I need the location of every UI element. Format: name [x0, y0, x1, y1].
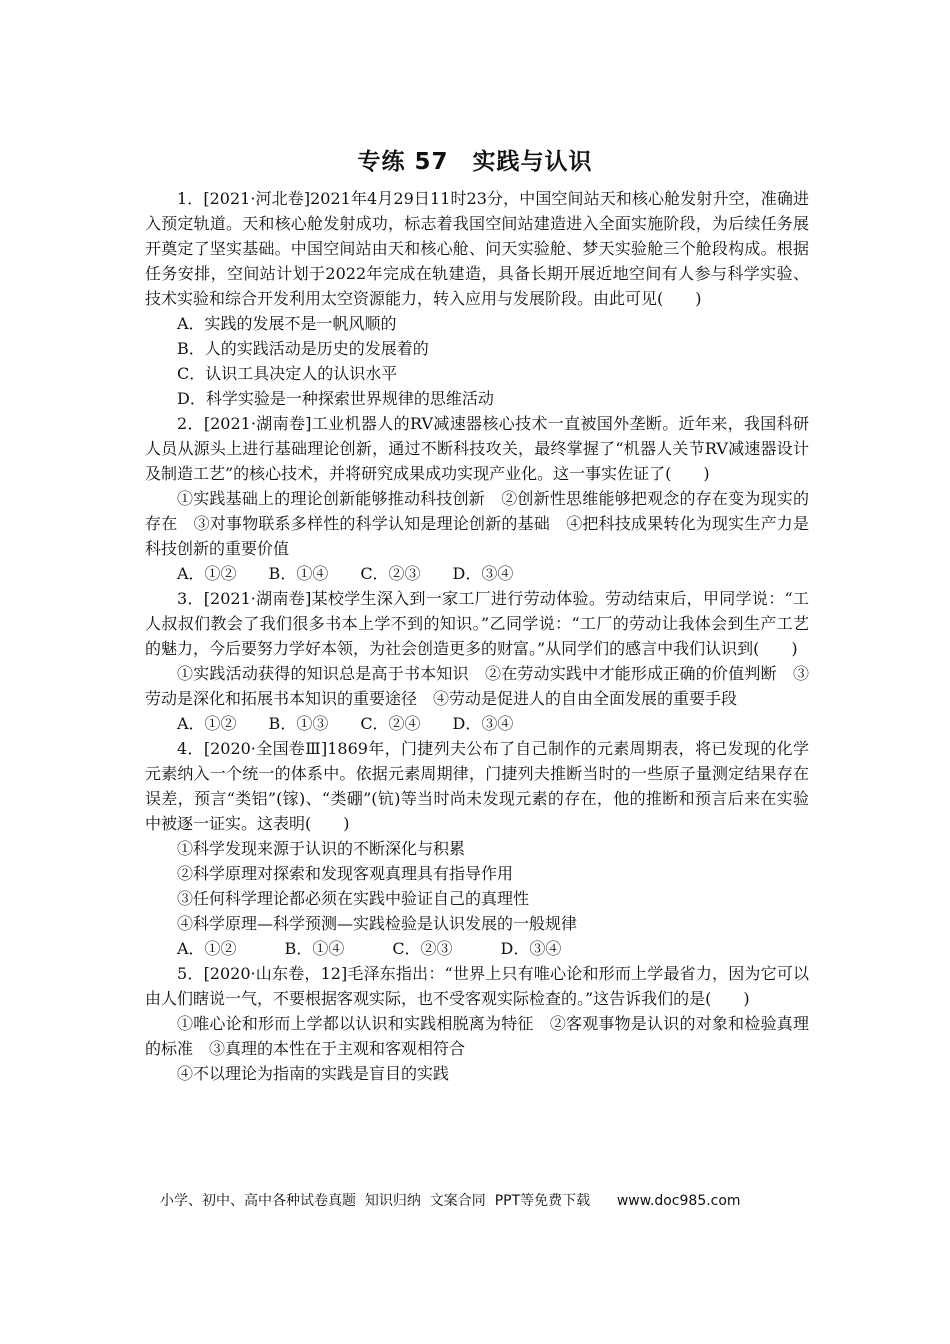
question-list [145, 186, 809, 1086]
question-4-statement-3: ③任何科学理论都必须在实践中验证自己的真理性 [177, 889, 530, 908]
question-4-statement-2: ②科学原理对探索和发现客观真理具有指导作用 [177, 864, 514, 883]
question-5-stem: 5．[2020·山东卷，12]毛泽东指出：“世界上只有唯心论和形而上学最省力，因为它可以由人们瞎说一气，不要根据客观实际，也不受客观实际检查的。”这告诉我们的是( ) [145, 964, 809, 1008]
question-1-option-a: A．实践的发展不是一帆风顺的 [177, 314, 397, 333]
question-1-option-d: D．科学实验是一种探索世界规律的思维活动 [177, 389, 494, 408]
question-1-stem: 1．[2021·河北卷]2021年4月29日11时23分，中国空间站天和核心舱发射升空，准确进入预定轨道。天和核心舱发射成功，标志着我国空间站建造进入全面实施阶段，为后续任务展开奠定了坚实基础。中国空间站由天和核心舱、问天实验舱、梦天实验舱三个舱段构成。根据任务安排，空间站计划于2022年完成在轨建造，具备长期开展近地空间有人参与科学实验、技术实验和综合开发利用太空资源能力，转入应用与发展阶段。由此可见( ) [145, 189, 809, 308]
question-4-statement-4: ④科学原理—科学预测—实践检验是认识发展的一般规律 [177, 914, 578, 933]
question-4-statement-1: ①科学发现来源于认识的不断深化与积累 [177, 839, 466, 858]
question-4-stem: 4．[2020·全国卷Ⅲ]1869年，门捷列夫公布了自己制作的元素周期表，将已发现的化学元素纳入一个统一的体系中。依据元素周期律，门捷列夫推断当时的一些原子量测定结果存在误差，预言“类铝”(镓)、“类硼”(钪)等当时尚未发现元素的存在，他的推断和预言后来在实验中被逐一证实。这表明( ) [145, 739, 809, 833]
question-3-options: A．①② B．①③ C．②④ D．③④ [177, 714, 514, 733]
question-2-options: A．①② B．①④ C．②③ D．③④ [177, 564, 514, 583]
question-2-stem: 2．[2021·湖南卷]工业机器人的RV减速器核心技术一直被国外垄断。近年来，我国科研人员从源头上进行基础理论创新，通过不断科技攻关，最终掌握了“机器人关节RV减速器设计及制造工艺”的核心技术，并将研究成果成功实现产业化。这一事实佐证了( ) [145, 414, 809, 483]
question-1-option-b: B．人的实践活动是历史的发展着的 [177, 339, 429, 358]
question-5-statement-4: ④不以理论为指南的实践是盲目的实践 [177, 1064, 450, 1083]
question-2-statements: ①实践基础上的理论创新能够推动科技创新 ②创新性思维能够把观念的存在变为现实的存在 ③对事物联系多样性的科学认知是理论创新的基础 ④把科技成果转化为现实生产力是科技创新的重要价值 [145, 489, 809, 558]
page-title: 专练 57 实践与认识 [357, 149, 593, 175]
question-3-stem: 3．[2021·湖南卷]某校学生深入到一家工厂进行劳动体验。劳动结束后，甲同学说：“工人叔叔们教会了我们很多书本上学不到的知识。”乙同学说：“工厂的劳动让我体会到生产工艺的魅力，今后要努力学好本领，为社会创造更多的财富。”从同学们的感言中我们认识到( ) [145, 589, 809, 658]
footer-banner: 小学、初中、高中各种试卷真题 知识归纳 文案合同 PPT等免费下载 www.doc985.com [160, 1193, 741, 1209]
question-5-statements: ①唯心论和形而上学都以认识和实践相脱离为特征 ②客观事物是认识的对象和检验真理的标准 ③真理的本性在于主观和客观相符合 [145, 1014, 809, 1058]
question-1-option-c: C．认识工具决定人的认识水平 [177, 364, 398, 383]
question-3-statements: ①实践活动获得的知识总是高于书本知识 ②在劳动实践中才能形成正确的价值判断 ③劳动是深化和拓展书本知识的重要途径 ④劳动是促进人的自由全面发展的重要手段 [145, 664, 809, 708]
question-4-options: A．①② B．①④ C．②③ D．③④ [177, 939, 562, 958]
